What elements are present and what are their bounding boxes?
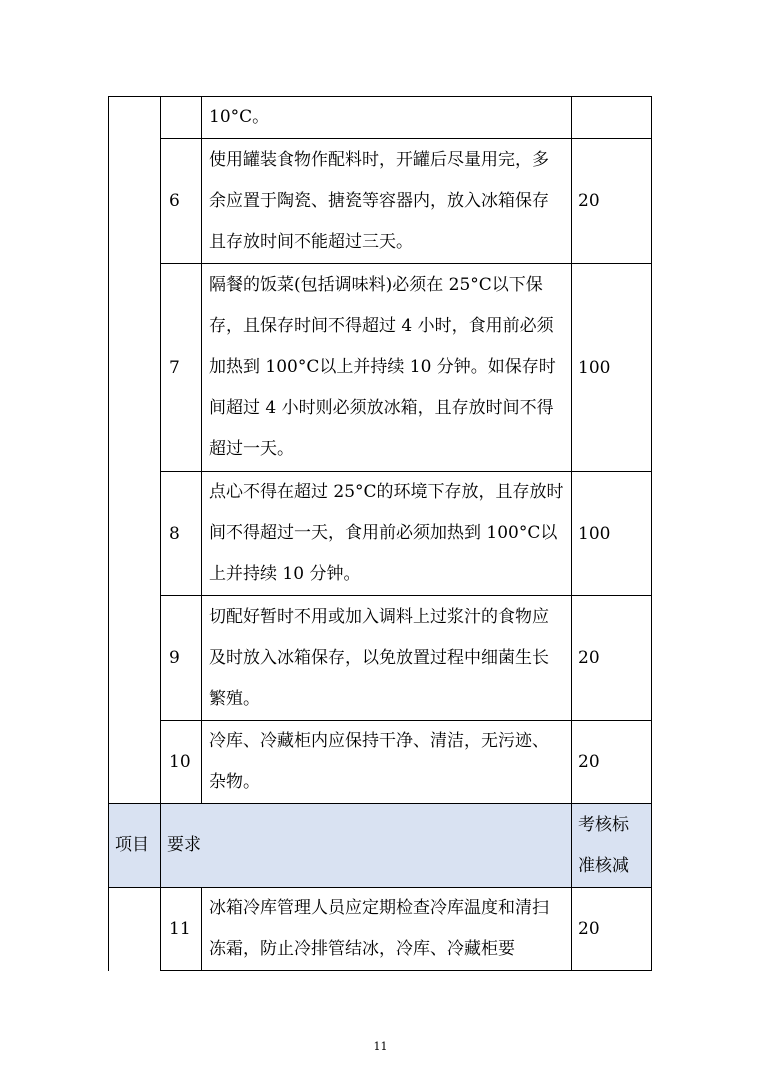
row-number (161, 97, 202, 139)
table-row (109, 472, 652, 596)
header-item: 项目 (109, 804, 161, 888)
category-cell (109, 888, 161, 971)
header-score: 考核标准核减 (572, 804, 652, 888)
row-number: 7 (161, 264, 202, 472)
page-number: 11 (373, 1040, 388, 1053)
table-row (109, 139, 652, 264)
table-row (109, 264, 652, 472)
row-number: 9 (161, 596, 202, 721)
category-cell (109, 97, 161, 804)
requirement-text: 冷库、冷藏柜内应保持干净、清洁，无污迹、杂物。 (202, 721, 572, 804)
row-number: 10 (161, 721, 202, 804)
requirement-text: 点心不得在超过 25°C的环境下存放，且存放时间不得超过一天，食用前必须加热到 100°C以上并持续 10 分钟。 (202, 472, 572, 596)
requirement-text: 切配好暂时不用或加入调料上过浆汁的食物应及时放入冰箱保存，以免放置过程中细菌生长繁殖。 (202, 596, 572, 721)
table-header-row (109, 804, 652, 888)
table-row (109, 721, 652, 804)
table-row (109, 596, 652, 721)
row-number: 8 (161, 472, 202, 596)
row-number: 11 (161, 888, 202, 971)
table-row (109, 888, 652, 971)
requirement-text: 使用罐装食物作配料时，开罐后尽量用完，多余应置于陶瓷、搪瓷等容器内，放入冰箱保存且存放时间不能超过三天。 (202, 139, 572, 264)
deduction-score: 20 (572, 721, 652, 804)
deduction-score (572, 97, 652, 139)
deduction-score: 20 (572, 888, 652, 971)
requirement-text: 冰箱冷库管理人员应定期检查冷库温度和清扫冻霜，防止冷排管结冰，冷库、冷藏柜要 (202, 888, 572, 971)
requirement-text: 隔餐的饭菜(包括调味料)必须在 25°C以下保存，且保存时间不得超过 4 小时，食用前必须加热到 100°C以上并持续 10 分钟。如保存时间超过 4 小时则必须放冰箱，且存放时间不得超过一天。 (202, 264, 572, 472)
requirement-text: 10°C。 (202, 97, 572, 139)
deduction-score: 20 (572, 139, 652, 264)
table-row (109, 97, 652, 139)
header-requirement: 要求 (161, 804, 572, 888)
deduction-score: 20 (572, 596, 652, 721)
row-number: 6 (161, 139, 202, 264)
deduction-score: 100 (572, 472, 652, 596)
inspection-table (108, 96, 652, 971)
deduction-score: 100 (572, 264, 652, 472)
